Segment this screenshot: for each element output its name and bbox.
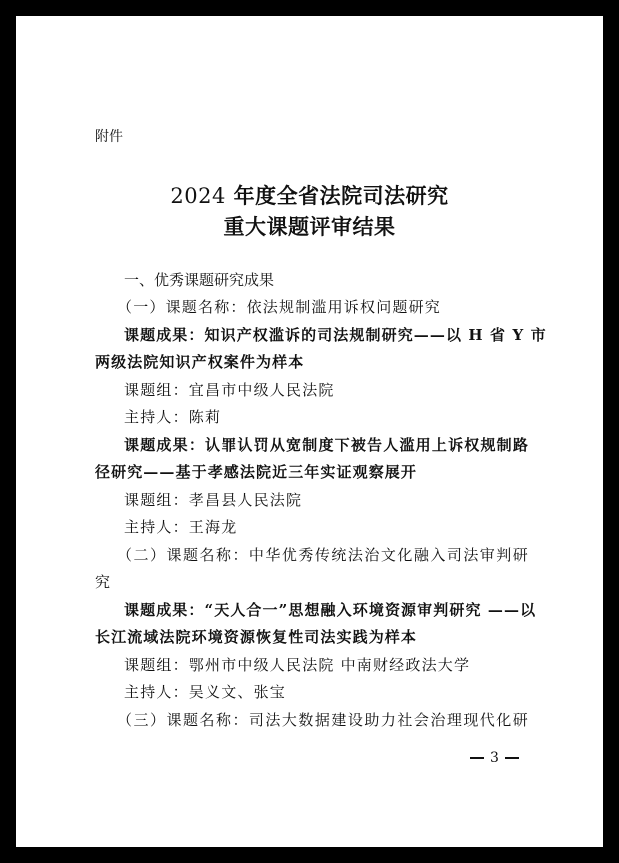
topic-2-result-1-host: 主持人：吴义文、张宝 (124, 683, 287, 701)
document-page (16, 16, 603, 847)
topic-1-result-2-group: 课题组：孝昌县人民法院 (124, 491, 303, 509)
topic-1-result-1-line-2: 两级法院知识产权案件为样本 (95, 353, 305, 371)
topic-2-name-line-1: （二）课题名称：中华优秀传统法治文化融入司法审判研 (117, 546, 529, 564)
page-number-value: 3 (490, 750, 499, 766)
topic-1-result-1-host: 主持人：陈莉 (124, 408, 222, 426)
topic-1-result-2-line-2: 径研究——基于孝感法院近三年实证观察展开 (95, 463, 418, 481)
topic-1-result-1-line-1: 课题成果：知识产权滥诉的司法规制研究——以 H 省 Y 市 (124, 326, 547, 344)
topic-1-result-1-group: 课题组：宜昌市中级人民法院 (124, 381, 335, 399)
topic-1-result-2-line-1: 课题成果：认罪认罚从宽制度下被告人滥用上诉权规制路 (124, 436, 529, 454)
section-heading: 一、优秀课题研究成果 (124, 271, 275, 289)
topic-3-name-line-1: （三）课题名称：司法大数据建设助力社会治理现代化研 (117, 711, 529, 729)
topic-2-name-line-2: 究 (95, 573, 112, 591)
document-title-line-1 (16, 180, 603, 210)
page-number-left-dash (470, 757, 484, 759)
topic-1-name: （一）课题名称：依法规制滥用诉权问题研究 (117, 298, 442, 316)
topic-2-result-1-line-1: 课题成果：“天人合一”思想融入环境资源审判研究 ——以 (124, 601, 537, 619)
page-number-right-dash (505, 757, 519, 759)
title-line-1-text: 年度全省法院司法研究 (225, 183, 449, 208)
topic-2-result-1-group: 课题组：鄂州市中级人民法院 中南财经政法大学 (124, 656, 471, 674)
title-year: 2024 (170, 184, 226, 208)
topic-2-result-1-line-2: 长江流域法院环境资源恢复性司法实践为样本 (95, 628, 418, 646)
page-number (464, 750, 525, 766)
attachment-label: 附件 (95, 129, 123, 145)
topic-1-result-2-host: 主持人：王海龙 (124, 518, 238, 536)
document-title-line-2: 重大课题评审结果 (223, 214, 396, 239)
